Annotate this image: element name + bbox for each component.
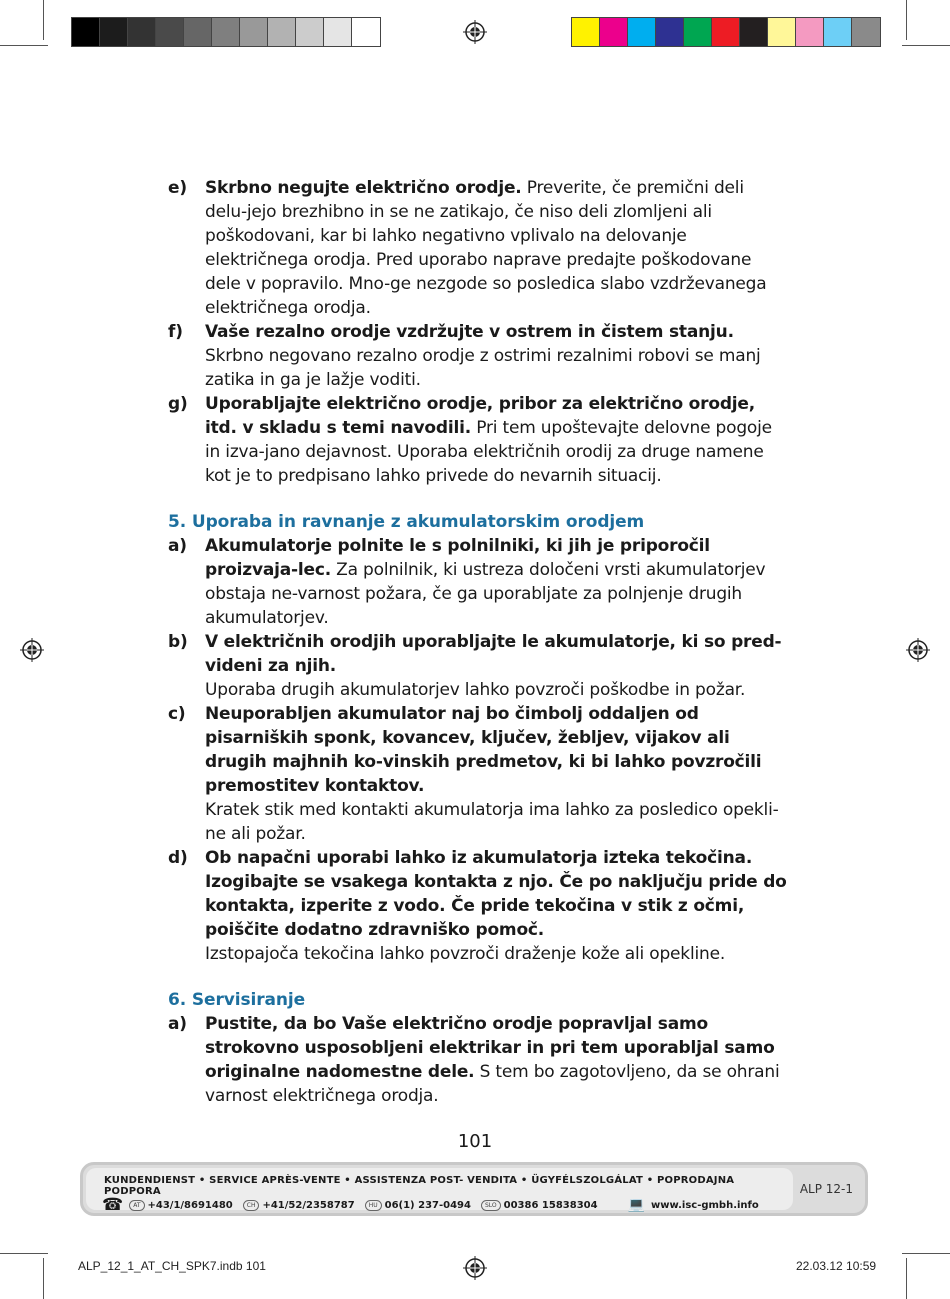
registration-mark-icon [463, 1256, 487, 1280]
item-body-text: Preverite, če premični deli delu-jejo brezhibno in se ne zatikajo, če niso deli zlomljeni ali poškodovani, kar bi lahko negativno vplivalo na delovanje električnega orodja. Pred uporabo naprave predajte poškodovane dele v popravilo. Mno-ge nezgode so posledica slabo vzdrževanega električnega orodja. [205, 178, 767, 318]
crop-mark [0, 1253, 48, 1254]
color-swatch [72, 18, 100, 46]
model-code: ALP 12-1 [799, 1182, 853, 1196]
service-title: KUNDENDIENST • SERVICE APRÈS-VENTE • ASSISTENZA POST- VENDITA • ÜGYFÉLSZOLGÁLAT • POPRODAJNA PODPORA [104, 1175, 735, 1197]
list-item [168, 534, 788, 630]
color-swatch [324, 18, 352, 46]
item-bold-text: Neuporabljen akumulator naj bo čimbolj oddaljen od pisarniških sponk, kovancev, ključev, žebljev, vijakov ali drugih majhnih ko-vinskih predmetov, ki bi lahko povzročili premostitev kontaktov. [205, 704, 762, 796]
item-body-text: Pri tem upoštevajte delovne pogoje in izva-jano dejavnost. Uporaba električnih orodij za druge namene kot je to predpisano lahko privede do nevarnih situacij. [205, 418, 772, 486]
color-swatch [184, 18, 212, 46]
phone-number: +41/52/2358787 [262, 1199, 355, 1211]
registration-mark-icon [463, 20, 487, 44]
item-marker: a) [168, 1014, 187, 1034]
crop-mark [902, 1253, 950, 1254]
list-item [168, 176, 788, 320]
color-swatch [268, 18, 296, 46]
color-swatch [212, 18, 240, 46]
crop-mark [902, 45, 950, 46]
phone-number: +43/1/8691480 [147, 1199, 233, 1211]
item-bold-text: V električnih orodjih uporabljajte le akumulatorje, ki so pred-videni za njih. [205, 632, 782, 676]
item-bold-text: Vaše rezalno orodje vzdržujte v ostrem in čistem stanju. [205, 322, 734, 342]
gray-calibration-bar [71, 17, 381, 47]
color-swatch [156, 18, 184, 46]
item-note-text: Uporaba drugih akumulatorjev lahko povzroči poškodbe in požar. [205, 680, 746, 700]
color-swatch [240, 18, 268, 46]
contact-ch [243, 1200, 355, 1211]
service-info-box [80, 1162, 868, 1216]
item-bold-text: Pustite, da bo Vaše električno orodje popravljal samo strokovno usposobljeni elektrikar in pri tem uporabljal samo originalne nadomestne dele. [205, 1014, 775, 1082]
service-info-panel [86, 1168, 793, 1215]
item-text [205, 320, 788, 392]
color-swatch [600, 18, 628, 46]
item-body-text: Za polnilnik, ki ustreza določeni vrsti akumulatorjev obstaja ne-varnost požara, če ga uporabljate za polnjenje drugih akumulatorjev. [205, 560, 766, 628]
item-text [205, 534, 788, 630]
item-note-text: Izstopajoča tekočina lahko povzroči draženje kože ali opekline. [205, 944, 726, 964]
color-swatch [852, 18, 880, 46]
crop-mark [0, 45, 48, 46]
instruction-list-section6 [168, 1012, 788, 1108]
list-item [168, 630, 788, 702]
instruction-list-section5 [168, 534, 788, 966]
item-bold-text: Uporabljajte električno orodje, pribor za električno orodje, itd. v skladu s temi navodili. [205, 394, 756, 438]
registration-mark-icon [906, 638, 930, 662]
item-bold-text: Akumulatorje polnite le s polnilniki, ki jih je priporočil proizvaja-lec. [205, 536, 710, 580]
item-note-text: Kratek stik med kontakti akumulatorja ima lahko za posledico opekli-ne ali požar. [205, 800, 779, 844]
telephone-icon: ☎ [102, 1195, 124, 1215]
section-heading-5: 5. Uporaba in ravnanje z akumulatorskim orodjem [168, 512, 645, 532]
list-item [168, 702, 788, 846]
list-item [168, 846, 788, 966]
item-text [205, 702, 788, 846]
item-body-text: S tem bo zagotovljeno, da se ohrani varnost električnega orodja. [205, 1062, 780, 1106]
website-link[interactable]: www.isc-gmbh.info [651, 1199, 759, 1211]
item-text [205, 846, 788, 966]
color-swatch [352, 18, 380, 46]
phone-number: 00386 15838304 [503, 1199, 598, 1211]
item-marker: b) [168, 632, 188, 652]
print-slug-file: ALP_12_1_AT_CH_SPK7.indb 101 [78, 1259, 266, 1273]
crop-mark [906, 0, 907, 40]
item-bold-text: Ob napačni uporabi lahko iz akumulatorja izteka tekočina. Izogibajte se vsakega kontakta z njo. Če po naključju pride do kontakta, izperite z vodo. Če pride tekočina v stik z očmi, poiščite dodatno zdravniško pomoč. [205, 848, 787, 940]
color-swatch [768, 18, 796, 46]
country-flag-badge: AT [129, 1200, 144, 1211]
color-swatch [712, 18, 740, 46]
list-item [168, 1012, 788, 1108]
color-swatch [100, 18, 128, 46]
color-swatch [684, 18, 712, 46]
color-swatch [128, 18, 156, 46]
item-marker: a) [168, 536, 187, 556]
item-body-text: Skrbno negovano rezalno orodje z ostrimi rezalnimi robovi se manj zatika in ga je lažje voditi. [205, 346, 761, 390]
crop-mark [43, 1258, 44, 1299]
color-swatch [824, 18, 852, 46]
contact-slo [481, 1200, 598, 1211]
service-contacts [102, 1195, 759, 1215]
color-swatch [296, 18, 324, 46]
contact-hu [365, 1200, 471, 1211]
phone-number: 06(1) 237-0494 [384, 1199, 471, 1211]
item-marker: f) [168, 322, 183, 342]
item-text [205, 1012, 788, 1108]
item-marker: c) [168, 704, 186, 724]
print-slug-date: 22.03.12 10:59 [796, 1259, 877, 1273]
country-flag-badge: CH [243, 1200, 260, 1211]
crop-mark [43, 0, 44, 40]
color-calibration-bar [571, 17, 881, 47]
registration-mark-icon [20, 638, 44, 662]
item-bold-text: Skrbno negujte električno orodje. [205, 178, 522, 198]
page-number: 101 [457, 1131, 493, 1152]
item-marker: e) [168, 178, 187, 198]
item-text [205, 630, 788, 702]
laptop-icon: 💻 [627, 1197, 646, 1213]
list-item [168, 320, 788, 392]
country-flag-badge: SLO [481, 1200, 501, 1211]
item-marker: d) [168, 848, 188, 868]
list-item [168, 392, 788, 488]
section-heading-6: 6. Servisiranje [168, 990, 306, 1010]
color-swatch [656, 18, 684, 46]
crop-mark [906, 1258, 907, 1299]
item-marker: g) [168, 394, 188, 414]
country-flag-badge: HU [365, 1200, 382, 1211]
document-body [168, 176, 788, 1108]
contact-at [129, 1200, 233, 1211]
color-swatch [796, 18, 824, 46]
color-swatch [628, 18, 656, 46]
instruction-list-top [168, 176, 788, 488]
item-text [205, 176, 788, 320]
color-swatch [572, 18, 600, 46]
item-text [205, 392, 788, 488]
color-swatch [740, 18, 768, 46]
